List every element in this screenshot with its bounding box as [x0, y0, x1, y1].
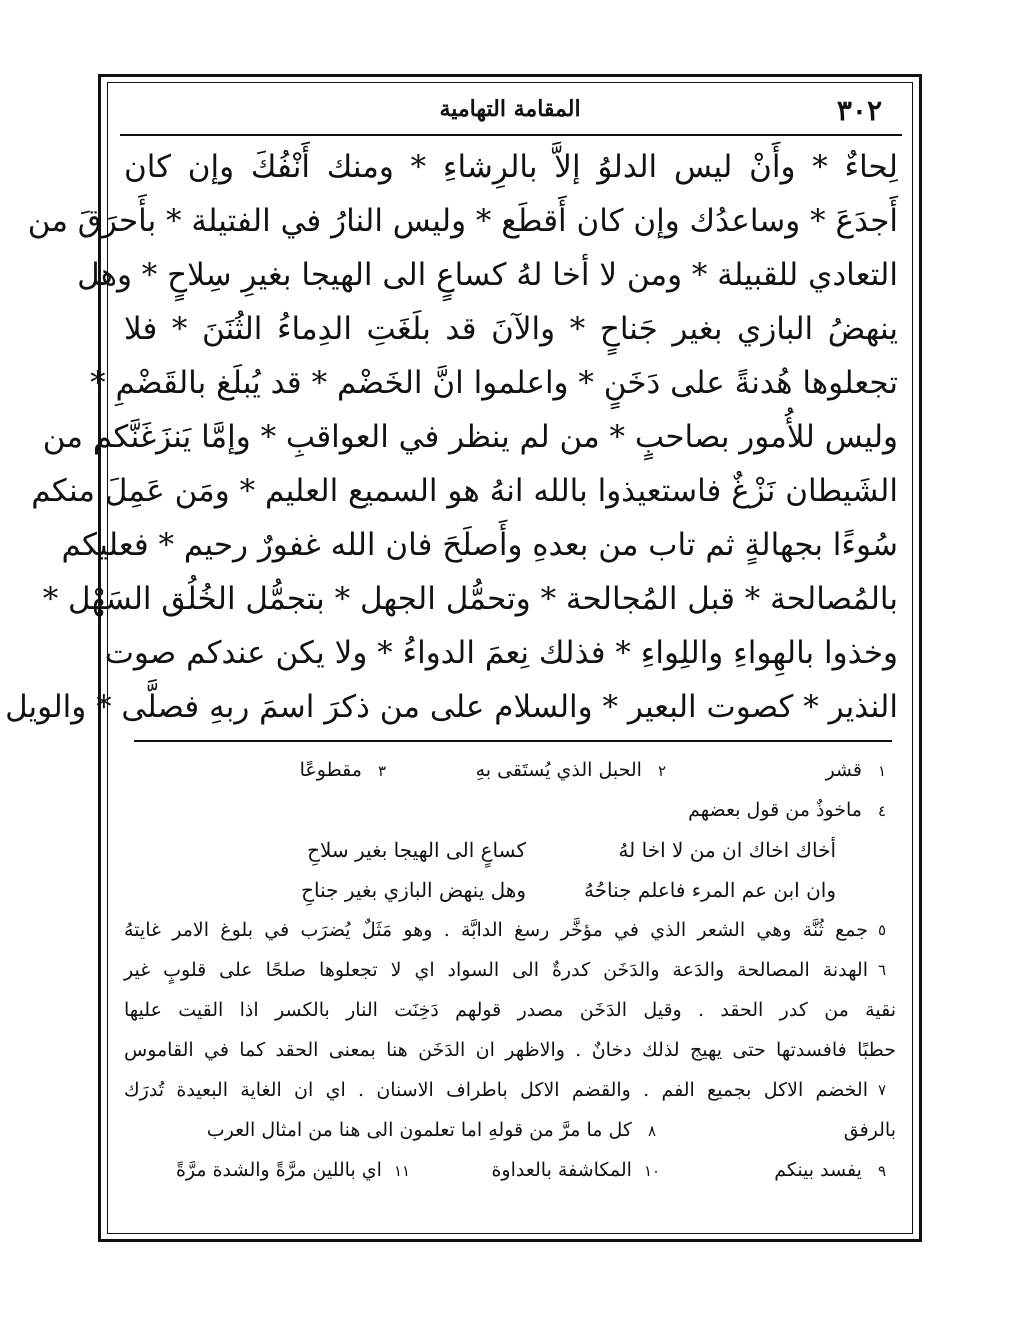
footnote-text: جمع ثُنَّة وهي الشعر الذي في مؤخَّر رسغ الدابَّة . وهو مَثَلٌ يُضرَب في بلوغ الامر غايتهُ — [124, 919, 868, 941]
footnote-row — [124, 1110, 896, 1150]
header-divider — [120, 134, 902, 136]
text-line: بالمُصالحة * قبل المُجالحة * وتحمُّل الجهل * بتجمُّل الخُلُق السَهْل * — [42, 581, 898, 617]
footnote-text: الخضم الاكل بجميع الفم . والقضم الاكل باطراف الاسنان . اي ان الغاية البعيدة تُدرَك — [124, 1079, 868, 1101]
footnote-number: ٦ — [877, 961, 887, 979]
footnote-text: الحبل الذي يُستَقى بهِ — [475, 759, 642, 781]
text-line: تجعلوها هُدنةً على دَخَنٍ * واعلموا انَّ الخَضْم * قد يُبلَغ بالقَضْمِ * — [90, 365, 898, 401]
footnote-number: ٨ — [647, 1122, 657, 1140]
footnote-number: ٢ — [657, 762, 667, 780]
text-line: ينهضُ البازي بغير جَناحٍ * والآنَ قد بلَغَتِ الدِماءُ الثُنَنَ * فلا — [124, 311, 898, 347]
text-line: النذير * كصوت البعير * والسلام على من ذكرَ اسمَ ربهِ فصلَّى * والويل — [5, 689, 898, 725]
footnote-text: مقطوعًا — [299, 759, 362, 781]
page-title: المقامة التهامية — [439, 96, 581, 122]
footnote-number: ١٠ — [643, 1162, 661, 1180]
footnote-10 — [491, 1150, 666, 1191]
footnote-number: ٩ — [877, 1162, 887, 1180]
footnote-text: يفسد بينكم — [774, 1159, 862, 1181]
footnote-text: الهدنة المصالحة والدَعة والدَخَن كدرةٌ الى السواد اي لا تجعلوها صلحًا على قلوبٍ غير — [124, 959, 868, 981]
footnote-text: نقية من كدر الحقد . وقيل الدَخَن مصدر قولهم دَخِنَت النار بالكسر اذا القيت عليها — [124, 999, 896, 1021]
footnote-row — [124, 750, 896, 790]
text-line: الشَيطان نَزْغٌ فاستعيذوا بالله انهُ هو السميع العليم * ومَن عَمِلَ منكم — [31, 473, 898, 509]
text-line: وليس للأُمور بصاحبٍ * من لم ينظر في العواقبِ * وإمَّا يَنزَغَنَّكم من — [42, 419, 898, 455]
footnote-text: حطبًا فافسدتها حتى يهيج لذلك دخانٌ . والاظهر ان الدَخَن هنا بمعنى الحقد كما في القاموس — [124, 1039, 896, 1061]
footnote-number: ٤ — [877, 802, 887, 820]
verse-line — [124, 870, 896, 910]
text-line: التعادي للقبيلة * ومن لا أخا لهُ كساعٍ الى الهيجا بغيرِ سِلاحٍ * وهل — [77, 257, 898, 293]
footnotes — [124, 750, 896, 1190]
footnote-6-continued — [124, 1030, 896, 1070]
footnote-3 — [300, 750, 396, 791]
text-line: لِحاءٌ * وأَنْ ليس الدلوُ إلاَّ بالرِشاءِ * ومنك أَنْفُكَ وإن كان — [124, 149, 898, 185]
footnote-11 — [176, 1150, 416, 1191]
footnote-1 — [825, 750, 896, 791]
footnote-6-continued — [124, 990, 896, 1030]
text-line: أَجدَعَ * وساعدُك وإن كان أَقطَع * وليس النارُ في الفتيلة * بأَحرَقَ من — [27, 203, 898, 239]
footnote-number: ٥ — [877, 921, 887, 939]
verse-hemistich: كساعٍ الى الهيجا بغير سلاحِ — [307, 838, 526, 862]
text-line: وخذوا بالهِواءِ واللِواءِ * فذلك نِعمَ الدواءُ * ولا يكن عندكم صوت — [104, 635, 898, 671]
footnote-row — [124, 1150, 896, 1190]
footnote-7-continued: بالرفق — [843, 1119, 896, 1141]
footnote-4 — [124, 790, 896, 830]
footnotes-divider — [134, 740, 892, 742]
footnote-2 — [476, 750, 676, 791]
footnote-text: ماخوذٌ من قول بعضهم — [688, 799, 862, 821]
footnote-5 — [124, 910, 896, 950]
footnote-text: اي باللين مرَّةً والشدة مرَّةً — [175, 1159, 382, 1181]
footnote-text: المكاشفة بالعداوة — [491, 1159, 632, 1181]
footnote-text: قشر — [825, 759, 862, 781]
footnote-9 — [774, 1150, 896, 1191]
footnote-number: ١١ — [393, 1162, 411, 1180]
verse-hemistich: وهل ينهض البازي بغير جناحِ — [301, 878, 526, 902]
page-number: ٣٠٢ — [836, 94, 882, 127]
footnote-number: ٣ — [377, 762, 387, 780]
verse-line — [124, 830, 896, 870]
footnote-8 — [207, 1110, 666, 1151]
verse-hemistich: أخاك اخاك ان من لا اخا لهُ — [618, 838, 836, 862]
footnote-7 — [124, 1070, 896, 1110]
footnote-6 — [124, 950, 896, 990]
text-line: سُوءًا بجهالةٍ ثم تاب من بعدهِ وأَصلَحَ فان الله غفورٌ رحيم * فعليكم — [61, 527, 898, 563]
footnote-text: كل ما مرَّ من قولهِ اما تعلمون الى هنا من امثال العرب — [206, 1119, 632, 1141]
page-header — [120, 92, 900, 132]
verse-hemistich: وان ابن عم المرء فاعلم جناحُهُ — [583, 878, 836, 902]
footnote-number: ١ — [877, 762, 887, 780]
footnote-number: ٧ — [877, 1081, 887, 1099]
main-text — [5, 140, 898, 734]
